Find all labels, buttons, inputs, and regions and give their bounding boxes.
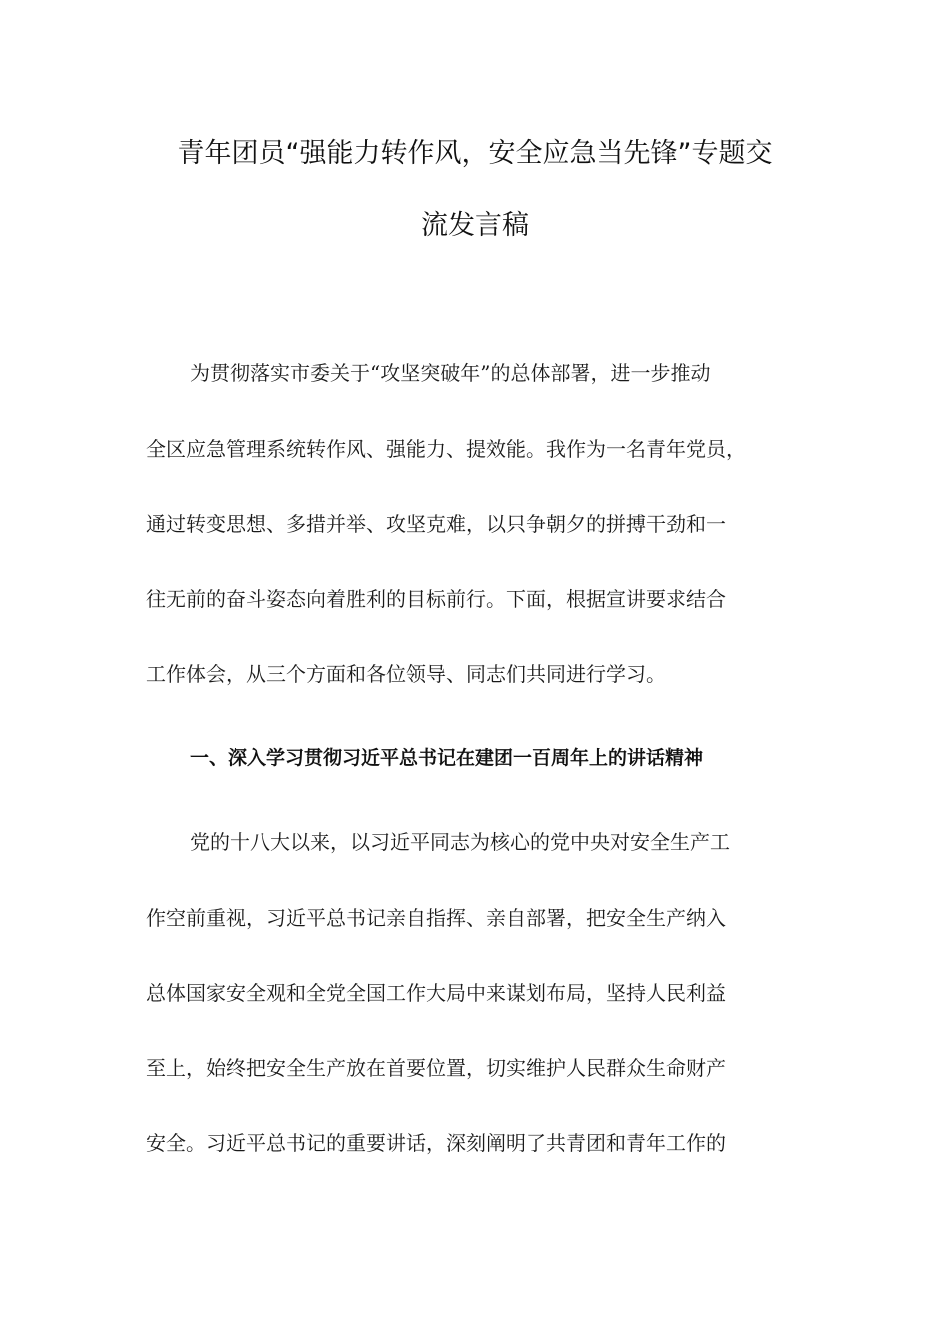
paragraph-2-line-2: 作空前重视，习近平总书记亲自指挥、亲自部署，把安全生产纳入	[146, 906, 726, 930]
document-title-line-1: 青年团员“强能力转作风，安全应急当先锋”专题交	[177, 138, 773, 169]
paragraph-2-line-5: 安全。习近平总书记的重要讲话，深刻阐明了共青团和青年工作的	[146, 1131, 726, 1155]
paragraph-2-line-1: 党的十八大以来，以习近平同志为核心的党中央对安全生产工	[190, 830, 730, 854]
section-heading-1: 一、深入学习贯彻习近平总书记在建团一百周年上的讲话精神	[190, 747, 704, 769]
paragraph-2-line-3: 总体国家安全观和全党全国工作大局中来谋划布局，坚持人民利益	[146, 981, 726, 1005]
paragraph-1-line-3: 通过转变思想、多措并举、攻坚克难，以只争朝夕的拼搏干劲和一	[146, 512, 726, 536]
paragraph-1-line-2: 全区应急管理系统转作风、强能力、提效能。我作为一名青年党员，	[146, 437, 746, 461]
paragraph-1-line-1: 为贯彻落实市委关于“攻坚突破年”的总体部署，进一步推动	[190, 361, 711, 385]
paragraph-1-line-4: 往无前的奋斗姿态向着胜利的目标前行。下面，根据宣讲要求结合	[146, 587, 726, 611]
document-title-line-2: 流发言稿	[421, 210, 529, 241]
paragraph-2-line-4: 至上，始终把安全生产放在首要位置，切实维护人民群众生命财产	[146, 1056, 726, 1080]
paragraph-1-line-5: 工作体会，从三个方面和各位领导、同志们共同进行学习。	[146, 662, 666, 686]
